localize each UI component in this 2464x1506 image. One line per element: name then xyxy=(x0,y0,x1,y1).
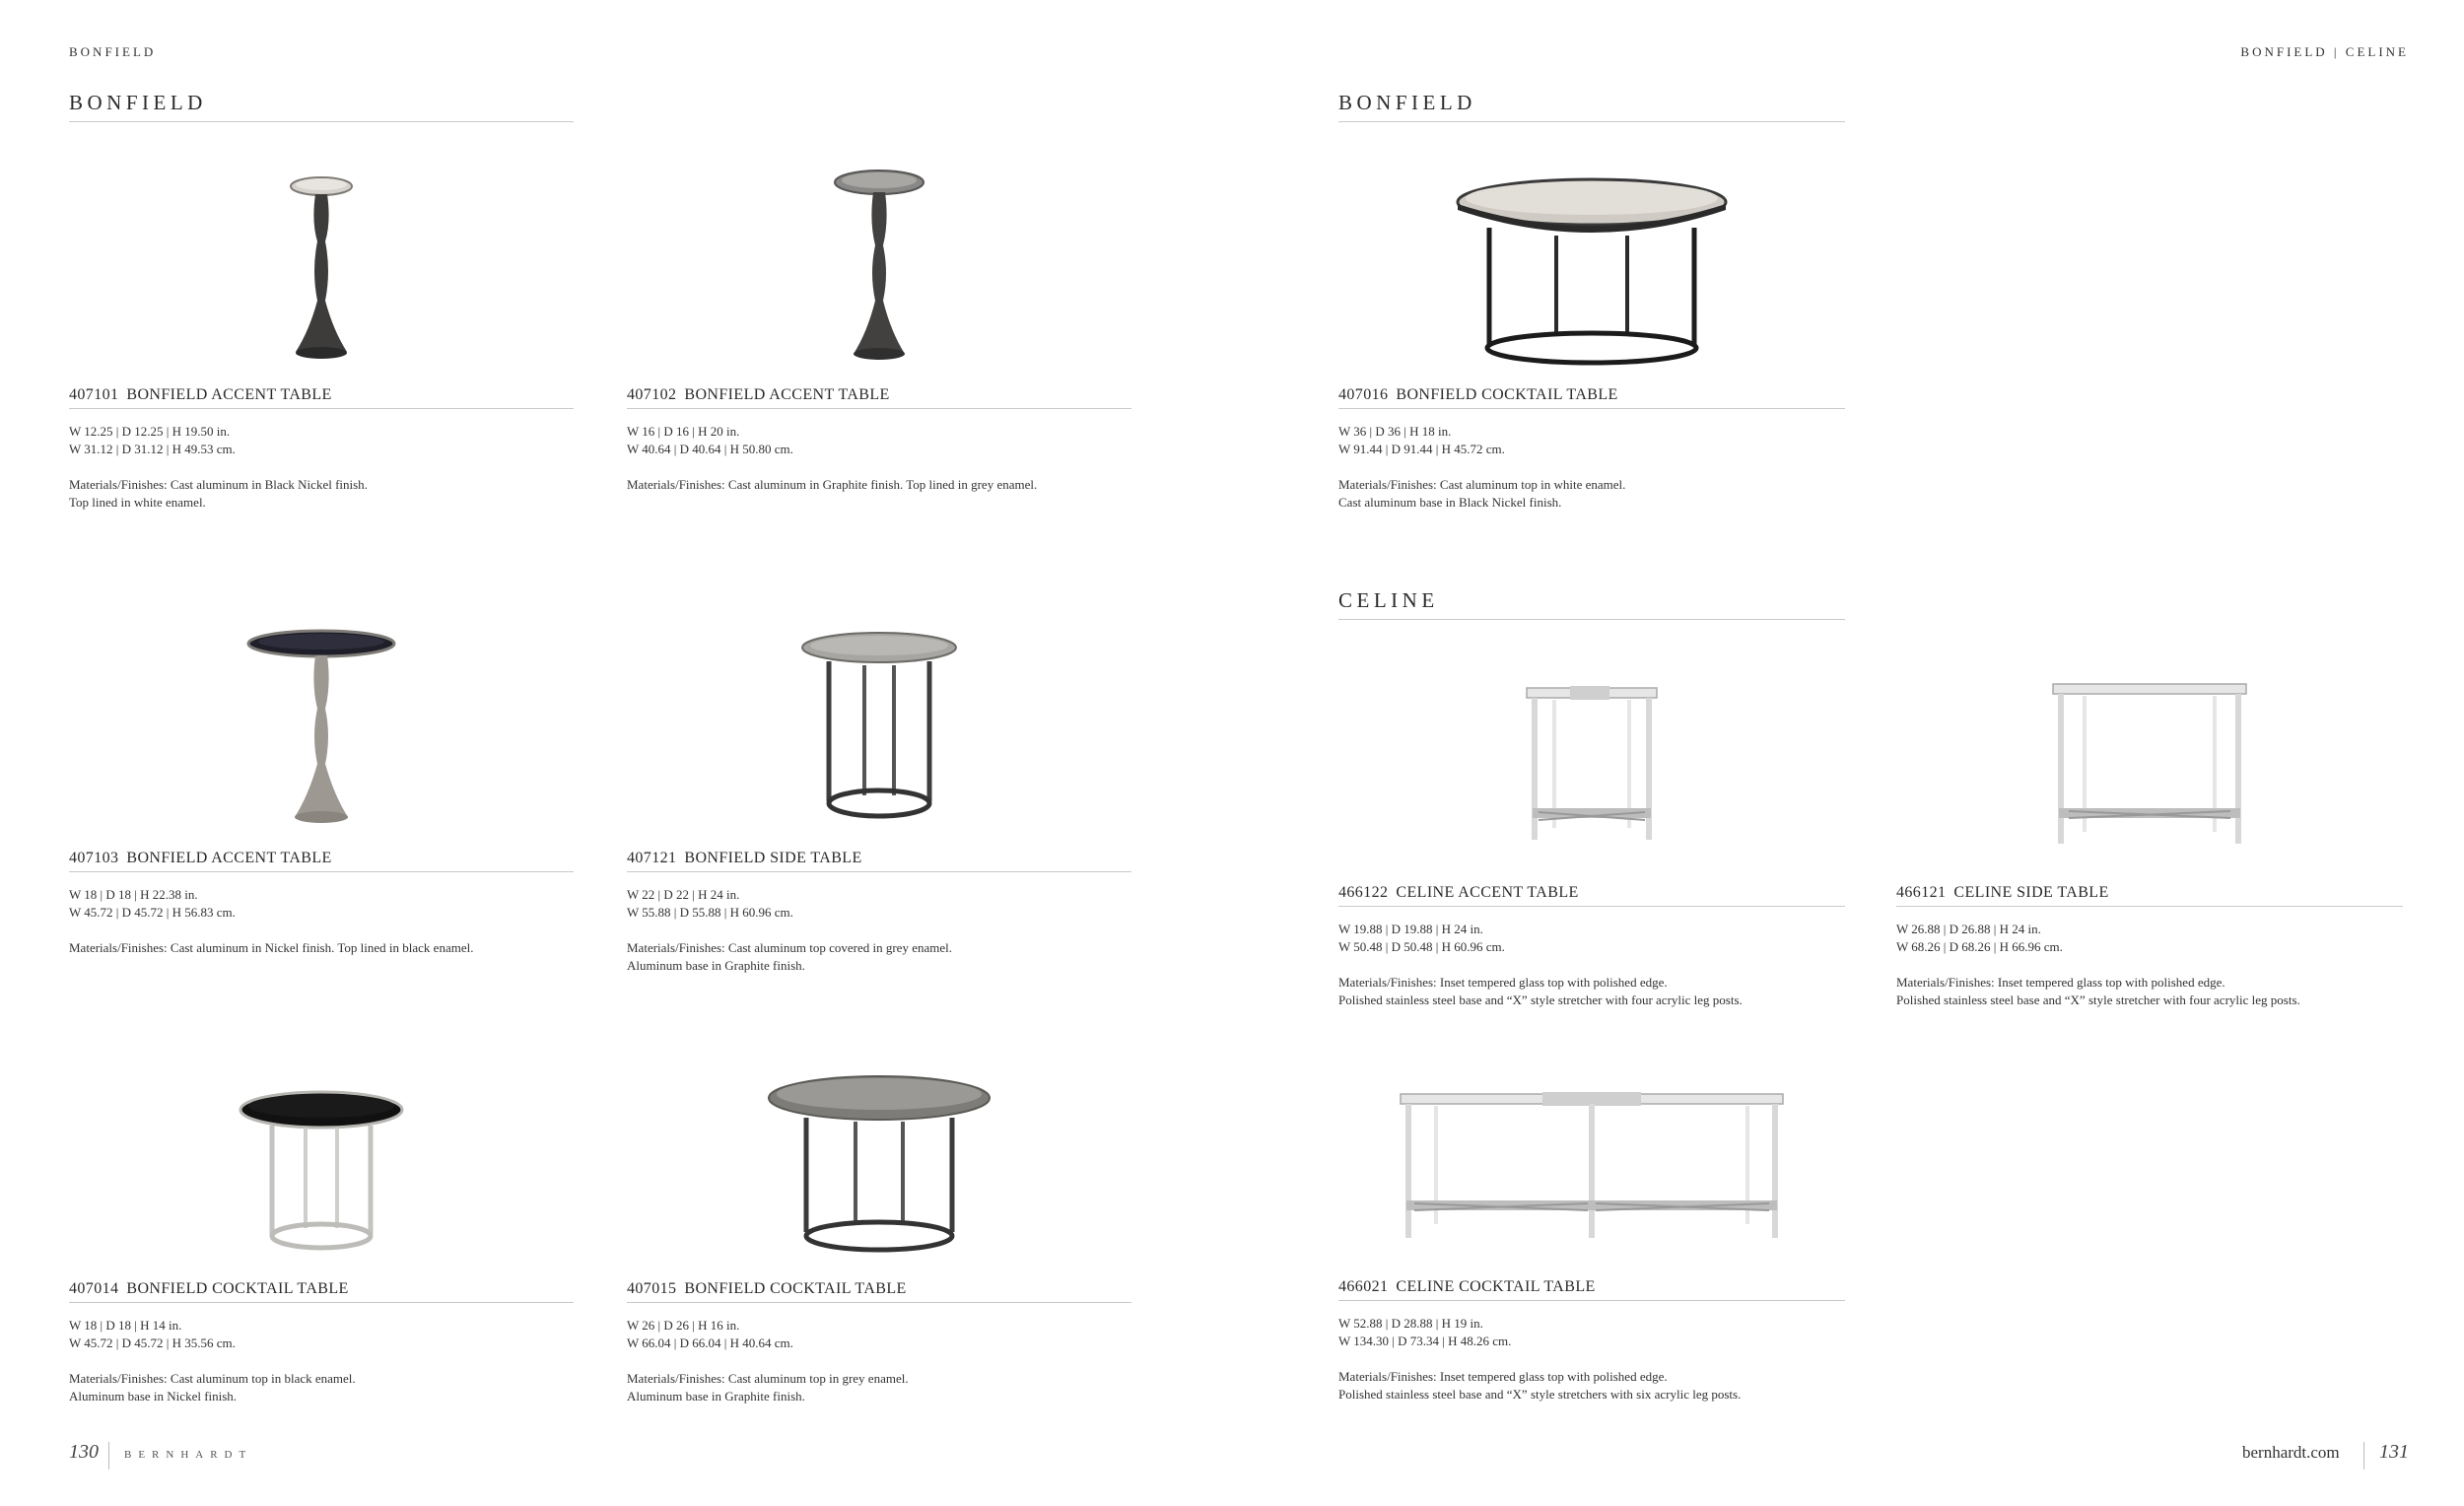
dims-inches: W 26 | D 26 | H 16 in. xyxy=(627,1318,740,1333)
table-illustration-icon xyxy=(1444,163,1740,370)
dims-cm: W 134.30 | D 73.34 | H 48.26 cm. xyxy=(1338,1334,1512,1348)
materials-line-1: Materials/Finishes: Inset tempered glass top with polished edge. xyxy=(1338,975,1668,990)
materials-line-2: Aluminum base in Nickel finish. xyxy=(69,1389,238,1403)
product-image-407014 xyxy=(69,1057,574,1273)
product-name: BONFIELD COCKTAIL TABLE xyxy=(684,1280,907,1297)
dims-cm: W 66.04 | D 66.04 | H 40.64 cm. xyxy=(627,1335,793,1350)
materials-line-1: Materials/Finishes: Cast aluminum top in white enamel. xyxy=(1338,477,1626,492)
running-header-right: BONFIELD | CELINE xyxy=(2240,44,2409,59)
table-illustration-icon xyxy=(2041,670,2258,857)
product-materials xyxy=(69,939,574,957)
product-image-466021 xyxy=(1338,1074,1845,1271)
product-name: BONFIELD ACCENT TABLE xyxy=(126,386,332,403)
product-image-407101 xyxy=(69,163,574,379)
product-materials xyxy=(1338,476,1845,512)
dims-inches: W 36 | D 36 | H 18 in. xyxy=(1338,424,1452,439)
product-dimensions xyxy=(1896,921,2403,956)
table-illustration-icon xyxy=(252,163,390,360)
materials-line-2: Aluminum base in Graphite finish. xyxy=(627,1389,805,1403)
footer-divider-right xyxy=(2363,1442,2364,1470)
table-illustration-icon xyxy=(233,1057,410,1254)
materials-line-2: Polished stainless steel base and “X” style stretcher with four acrylic leg posts. xyxy=(1896,993,2300,1007)
product-name: BONFIELD SIDE TABLE xyxy=(684,850,862,866)
materials-line-1: Materials/Finishes: Cast aluminum in Black Nickel finish. xyxy=(69,477,368,492)
dims-inches: W 22 | D 22 | H 24 in. xyxy=(627,887,740,902)
product-name: CELINE COCKTAIL TABLE xyxy=(1396,1278,1596,1295)
section-title-bonfield-right: BONFIELD xyxy=(1338,91,1845,122)
dims-cm: W 91.44 | D 91.44 | H 45.72 cm. xyxy=(1338,442,1505,456)
dims-inches: W 52.88 | D 28.88 | H 19 in. xyxy=(1338,1316,1483,1331)
product-name: CELINE SIDE TABLE xyxy=(1953,884,2109,901)
product-dimensions xyxy=(1338,423,1845,458)
product-name: BONFIELD ACCENT TABLE xyxy=(684,386,890,403)
product-dimensions xyxy=(627,423,1131,458)
product-title xyxy=(1338,1278,1845,1301)
product-name: BONFIELD ACCENT TABLE xyxy=(126,850,332,866)
materials-line-1: Materials/Finishes: Cast aluminum top in grey enamel. xyxy=(627,1371,909,1386)
product-title xyxy=(1896,884,2403,907)
page-number-left: 130 xyxy=(69,1441,99,1463)
running-header-left: BONFIELD xyxy=(69,44,157,59)
product-name: BONFIELD COCKTAIL TABLE xyxy=(1396,386,1618,403)
table-illustration-icon xyxy=(238,626,405,823)
materials-line-1: Materials/Finishes: Inset tempered glass top with polished edge. xyxy=(1338,1369,1668,1384)
materials-line-1: Materials/Finishes: Inset tempered glass top with polished edge. xyxy=(1896,975,2225,990)
product-materials xyxy=(69,1370,574,1405)
product-sku: 407015 xyxy=(627,1280,677,1297)
dims-inches: W 26.88 | D 26.88 | H 24 in. xyxy=(1896,922,2041,936)
product-title xyxy=(69,1280,574,1303)
product-image-407015 xyxy=(627,1057,1131,1273)
product-dimensions xyxy=(69,423,574,458)
product-card-407014 xyxy=(69,1057,574,1405)
product-title xyxy=(627,850,1131,872)
product-card-466021 xyxy=(1338,1074,1845,1403)
materials-line-1: Materials/Finishes: Cast aluminum top covered in grey enamel. xyxy=(627,940,952,955)
product-image-407103 xyxy=(69,626,574,843)
product-sku: 407016 xyxy=(1338,386,1389,403)
table-illustration-icon xyxy=(1385,1074,1799,1252)
dims-cm: W 45.72 | D 45.72 | H 35.56 cm. xyxy=(69,1335,236,1350)
materials-line-1: Materials/Finishes: Cast aluminum in Nickel finish. Top lined in black enamel. xyxy=(69,940,474,955)
brand-wordmark: BERNHARDT xyxy=(124,1449,253,1461)
table-illustration-icon xyxy=(800,163,958,360)
product-card-407015 xyxy=(627,1057,1131,1405)
product-dimensions xyxy=(1338,1315,1845,1350)
product-dimensions xyxy=(69,886,574,922)
product-image-407102 xyxy=(627,163,1131,379)
dims-cm: W 45.72 | D 45.72 | H 56.83 cm. xyxy=(69,905,236,920)
product-card-407101 xyxy=(69,163,574,512)
product-card-407102 xyxy=(627,163,1131,494)
product-name: BONFIELD COCKTAIL TABLE xyxy=(126,1280,349,1297)
materials-line-2: Top lined in white enamel. xyxy=(69,495,206,510)
product-card-466121 xyxy=(1896,670,2403,1009)
section-title-bonfield-left: BONFIELD xyxy=(69,91,574,122)
product-image-466122 xyxy=(1338,670,1845,877)
materials-line-2: Aluminum base in Graphite finish. xyxy=(627,958,805,973)
product-materials xyxy=(1338,1368,1845,1403)
product-sku: 407014 xyxy=(69,1280,119,1297)
section-title-celine: CELINE xyxy=(1338,588,1845,620)
product-image-407121 xyxy=(627,626,1131,843)
product-dimensions xyxy=(1338,921,1845,956)
product-name: CELINE ACCENT TABLE xyxy=(1396,884,1579,901)
product-title xyxy=(1338,884,1845,907)
product-sku: 466122 xyxy=(1338,884,1389,901)
dims-inches: W 19.88 | D 19.88 | H 24 in. xyxy=(1338,922,1483,936)
product-materials xyxy=(1896,974,2403,1009)
product-dimensions xyxy=(627,886,1131,922)
footer-divider-left xyxy=(108,1442,109,1470)
product-materials xyxy=(69,476,574,512)
product-title xyxy=(627,386,1131,409)
product-card-466122 xyxy=(1338,670,1845,1009)
dims-cm: W 50.48 | D 50.48 | H 60.96 cm. xyxy=(1338,939,1505,954)
product-materials xyxy=(627,476,1131,494)
product-sku: 407121 xyxy=(627,850,677,866)
materials-line-2: Cast aluminum base in Black Nickel finish. xyxy=(1338,495,1562,510)
product-image-466121 xyxy=(1896,670,2403,877)
dims-inches: W 12.25 | D 12.25 | H 19.50 in. xyxy=(69,424,231,439)
product-title xyxy=(69,386,574,409)
product-dimensions xyxy=(69,1317,574,1352)
product-sku: 407101 xyxy=(69,386,119,403)
dims-inches: W 16 | D 16 | H 20 in. xyxy=(627,424,740,439)
dims-inches: W 18 | D 18 | H 14 in. xyxy=(69,1318,182,1333)
product-image-407016 xyxy=(1338,163,1845,379)
product-sku: 466121 xyxy=(1896,884,1947,901)
materials-line-1: Materials/Finishes: Cast aluminum in Graphite finish. Top lined in grey enamel. xyxy=(627,477,1038,492)
product-card-407016 xyxy=(1338,163,1845,512)
product-materials xyxy=(1338,974,1845,1009)
table-illustration-icon xyxy=(1513,670,1671,857)
product-title xyxy=(69,850,574,872)
dims-inches: W 18 | D 18 | H 22.38 in. xyxy=(69,887,198,902)
materials-line-1: Materials/Finishes: Cast aluminum top in black enamel. xyxy=(69,1371,356,1386)
dims-cm: W 55.88 | D 55.88 | H 60.96 cm. xyxy=(627,905,793,920)
product-materials xyxy=(627,939,1131,975)
product-title xyxy=(627,1280,1131,1303)
table-illustration-icon xyxy=(761,1057,997,1254)
table-illustration-icon xyxy=(795,626,963,823)
dims-cm: W 31.12 | D 31.12 | H 49.53 cm. xyxy=(69,442,236,456)
product-sku: 466021 xyxy=(1338,1278,1389,1295)
product-card-407121 xyxy=(627,626,1131,975)
materials-line-2: Polished stainless steel base and “X” style stretcher with four acrylic leg posts. xyxy=(1338,993,1743,1007)
materials-line-2: Polished stainless steel base and “X” style stretchers with six acrylic leg posts. xyxy=(1338,1387,1742,1402)
website-link[interactable]: bernhardt.com xyxy=(2242,1443,2340,1462)
dims-cm: W 40.64 | D 40.64 | H 50.80 cm. xyxy=(627,442,793,456)
product-sku: 407103 xyxy=(69,850,119,866)
product-sku: 407102 xyxy=(627,386,677,403)
dims-cm: W 68.26 | D 68.26 | H 66.96 cm. xyxy=(1896,939,2063,954)
product-title xyxy=(1338,386,1845,409)
product-materials xyxy=(627,1370,1131,1405)
product-dimensions xyxy=(627,1317,1131,1352)
product-card-407103 xyxy=(69,626,574,957)
page-number-right: 131 xyxy=(2379,1441,2409,1463)
